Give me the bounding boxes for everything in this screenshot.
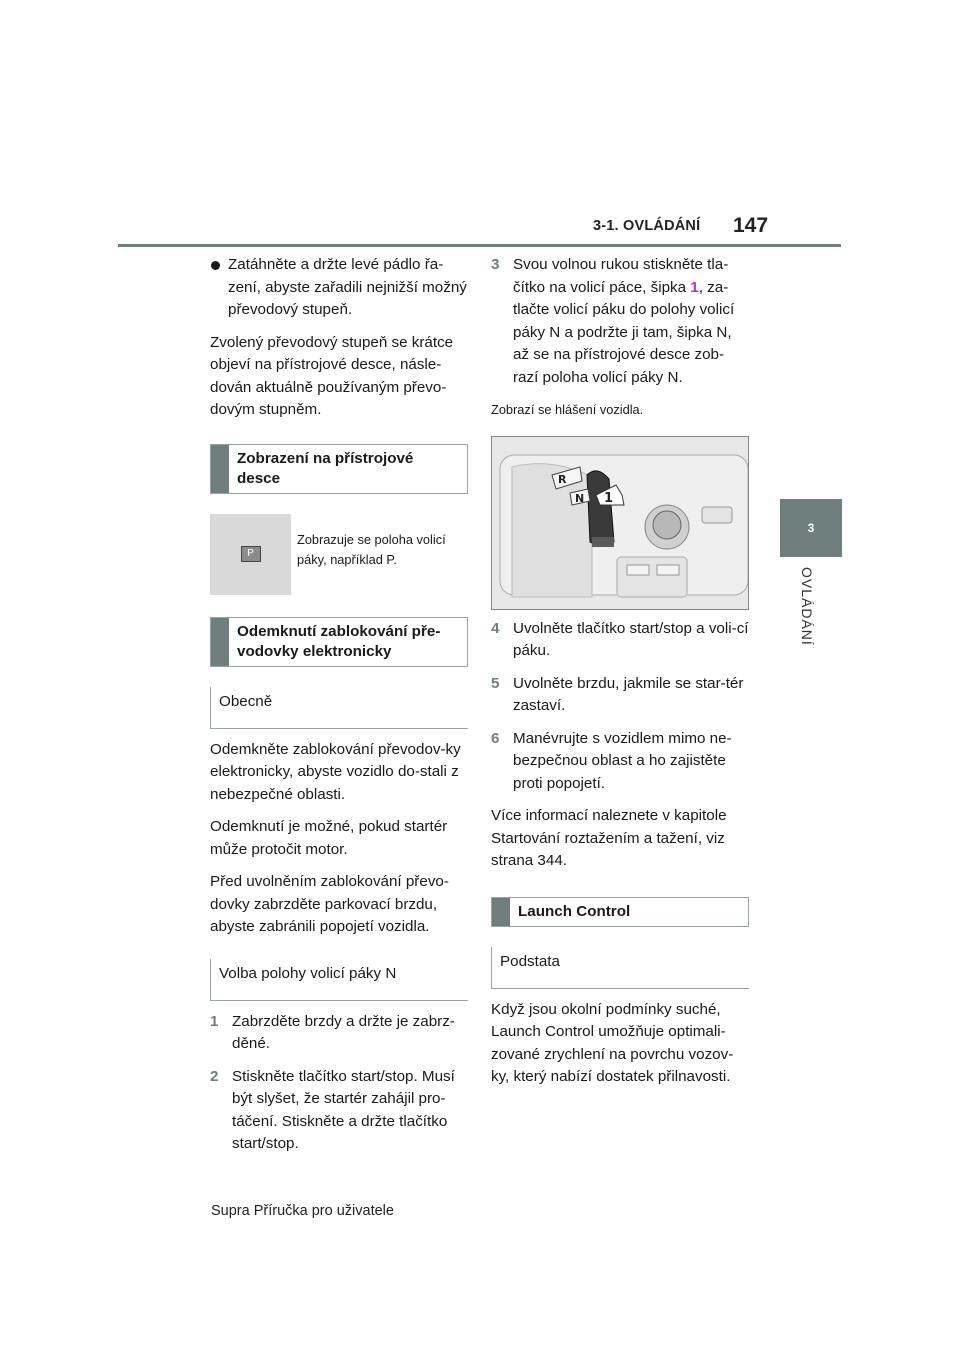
step-item — [491, 618, 749, 663]
gear-p-indicator-icon — [241, 546, 261, 562]
footer-manual-title: Supra Příručka pro uživatele — [211, 1203, 394, 1219]
paragraph: Před uvolněním zablokování převo-dovky zabrzděte parkovací brzdu, abyste zabránili popojetí vozidla. — [210, 873, 449, 935]
chapter-tab — [780, 499, 842, 557]
gear-selector-photo — [491, 436, 749, 610]
gear-r-label: R — [558, 472, 567, 486]
heading-bar — [492, 898, 510, 926]
section-heading-box — [210, 617, 468, 667]
section-heading-box — [491, 897, 749, 927]
page-number: 147 — [733, 214, 769, 237]
bullet-text: Zatáhněte a držte levé pádlo řa-zení, abyste zařadili nejnižší možný převodový stupeň. — [228, 256, 467, 318]
step-number: 2 — [210, 1067, 219, 1085]
heading-bar — [211, 445, 229, 493]
step-text: Svou volnou rukou stiskněte tla-čítko na volicí páce, šipka — [513, 256, 729, 296]
chapter-label: OVLÁDÁNÍ — [799, 567, 815, 646]
step-number: 1 — [210, 1012, 219, 1030]
display-image — [210, 514, 291, 595]
paragraph: Když jsou okolní podmínky suché, Launch Control umožňuje optimali-zované zrychlení na povrchu vozov-ky, který nabízí dostatek přilnavosti. — [491, 1000, 734, 1085]
gear-p-label: P — [247, 547, 254, 559]
subheading: Volba polohy volicí páky N — [210, 959, 468, 1001]
step-text: Stiskněte tlačítko start/stop. Musí být slyšet, že startér zahájil pro-táčení. Stiskněte a držte tlačítko start/stop. — [232, 1067, 455, 1152]
step-text: Manévrujte s vozidlem mimo ne-bezpečnou oblast a ho zajistěte proti popojetí. — [513, 729, 732, 792]
step-text: Zabrzděte brzdy a držte je zabrz-děné. — [232, 1012, 455, 1052]
step-text: Uvolněte tlačítko start/stop a voli-cí páku. — [513, 619, 749, 659]
display-figure — [210, 514, 468, 595]
bullet-item — [210, 254, 468, 322]
figure-caption: Zobrazuje se poloha volicí páky, například P. — [297, 531, 446, 567]
paragraph: Odemkněte zablokování převodov-ky elektronicky, abyste vozidlo do-stali z nebezpečné oblasti. — [210, 740, 461, 803]
subheading: Obecně — [210, 687, 468, 729]
step-number: 5 — [491, 674, 500, 692]
header-rule — [118, 244, 841, 247]
paragraph: Více informací naleznete v kapitole Startování roztažením a tažení, viz strana 344. — [491, 807, 727, 869]
right-column — [491, 254, 749, 1099]
note: Zobrazí se hlášení vozidla. — [491, 402, 644, 417]
subheading: Podstata — [491, 947, 749, 989]
step-text: , za-tlačte volicí páku do polohy volicí páky N a podržte ji tam, šipka N, až se na přístrojové desce zob-razí poloha volicí páky N. — [513, 278, 735, 386]
step-number: 6 — [491, 729, 500, 747]
chapter-number: 3 — [807, 521, 815, 535]
section-heading-box — [210, 444, 468, 494]
arrow-1-label: 1 — [604, 490, 614, 506]
step-number: 3 — [491, 256, 500, 273]
paragraph: Zvolený převodový stupeň se krátce objeví na přístrojové desce, násle-dován aktuálně používaným převo-dovým stupněm. — [210, 333, 454, 418]
step-number: 4 — [491, 619, 500, 637]
step-text: Uvolněte brzdu, jakmile se star-tér zastaví. — [513, 674, 744, 714]
gear-n-label: N — [575, 491, 585, 505]
left-column — [210, 254, 468, 1166]
step-item — [491, 673, 749, 718]
section-title: 3-1. OVLÁDÁNÍ — [593, 218, 701, 234]
bullet-dot-icon — [211, 261, 220, 270]
heading-bar — [211, 618, 229, 666]
paragraph: Odemknutí je možné, pokud startér může protočit motor. — [210, 818, 448, 858]
step-item — [210, 1066, 468, 1156]
section-heading: Odemknutí zablokování pře-vodovky elektronicky — [237, 622, 441, 660]
step-item — [491, 254, 749, 389]
gear-selector-illustration — [492, 437, 749, 610]
section-heading: Launch Control — [518, 902, 631, 920]
arrow-reference: 1 — [690, 278, 699, 296]
section-heading: Zobrazení na přístrojové desce — [237, 449, 414, 487]
step-item — [210, 1011, 468, 1056]
step-item — [491, 728, 749, 796]
